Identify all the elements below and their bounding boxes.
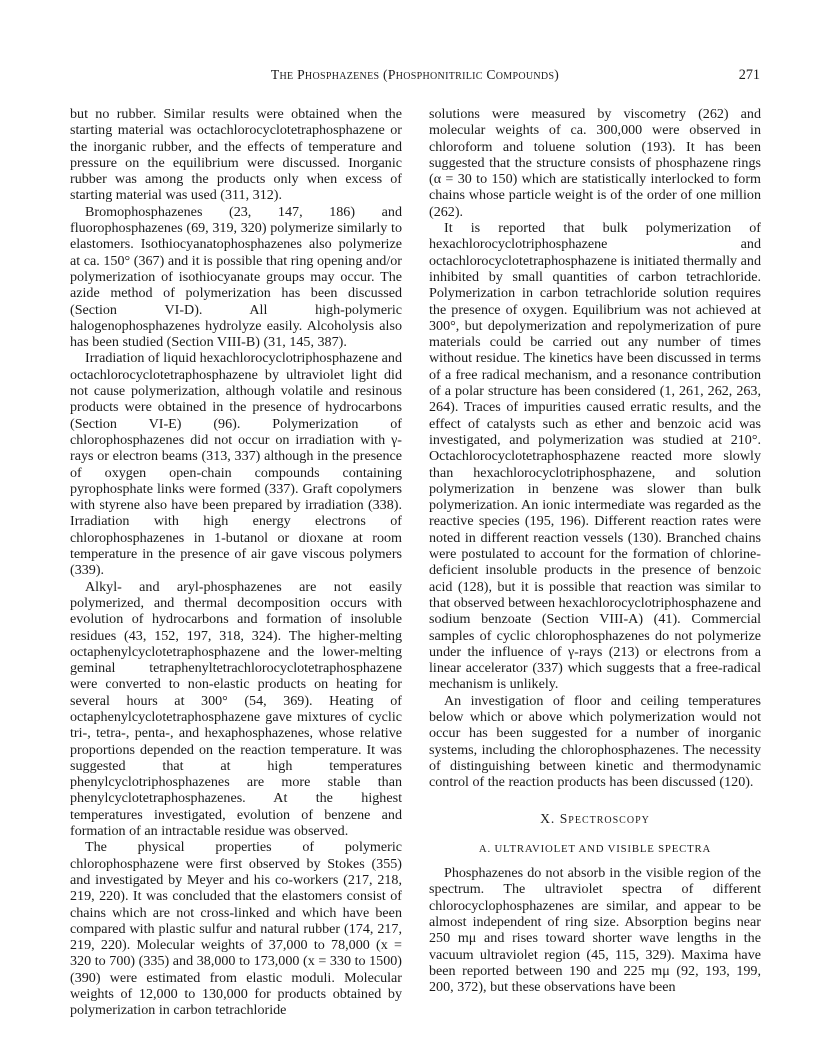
- section-heading: X. Spectroscopy: [540, 811, 650, 827]
- paragraph: Alkyl- and aryl-phosphazenes are not easily polymerized, and thermal decomposition occurs with evolution of hydrocarbons and formation of insoluble residues (43, 152, 197, 318, 324). The higher-melting octaphenylcyclotetraphosphazene and the lower-melting geminal tetraphenyltetrachlorocyclotetraphosphazene were converted to non-elastic products on heating for several hours at 300° (54, 369). Heating of octaphenylcyclotetraphosphazene gave mixtures of cyclic tri-, tetra-, penta-, and hexaphosphazenes, whose relative proportions depended on the reaction temperature. It was suggested that at high temperatures phenylcyclotriphosphazenes are more stable than phenylcyclotetraphosphazenes. At the highest temperatures investigated, evolution of benzene and formation of an intractable residue was observed.: [70, 578, 402, 840]
- page-header: [70, 67, 760, 87]
- left-column: [70, 106, 402, 1019]
- paragraph: Phosphazenes do not absorb in the visible region of the spectrum. The ultraviolet spectra of different chlorocyclophosphazenes are similar, and appear to be almost independent of ring size. Absorption begins near 250 mμ and rises toward shorter wave lengths in the vacuum ultraviolet region (45, 115, 329). Maxima have been reported between 190 and 225 mμ (92, 193, 199, 200, 372), but these observations have been: [429, 865, 761, 996]
- paragraph: Irradiation of liquid hexachlorocyclotriphosphazene and octachlorocyclotetraphosphazene by ultraviolet light did not cause polymerization, although volatile and resinous products were obtained in the presence of hydrocarbons (Section VI-E) (96). Polymerization of chlorophosphazenes did not occur on irradiation with γ-rays or electron beams (313, 337) although in the presence of oxygen open-chain compounds containing pyrophosphate links were formed (337). Graft copolymers with styrene also have been prepared by irradiation (338). Irradiation with high energy electrons of chlorophosphazenes in 1-butanol or dioxane at room temperature in the presence of air gave viscous polymers (339).: [70, 350, 402, 579]
- right-column: [429, 106, 761, 995]
- paragraph: The physical properties of polymeric chlorophosphazene were first observed by Stokes (355) and investigated by Meyer and his co-workers (217, 218, 219, 220). It was concluded that the elastomers consist of chains which are not cross-linked and which have been compared with plastic sulfur and natural rubber (174, 217, 219, 220). Molecular weights of 37,000 to 78,000 (x = 320 to 700) (335) and 38,000 to 173,000 (x = 330 to 1500) (390) were estimated from elastic moduli. Molecular weights of 12,000 to 130,000 for products obtained by polymerization in carbon tetrachloride: [70, 839, 402, 1019]
- paragraph: solutions were measured by viscometry (262) and molecular weights of ca. 300,000 were observed in chloroform and toluene solution (193). It has been suggested that the structure consists of phosphazene rings (α = 30 to 150) which are statistically interlocked to form chains whose particle weight is of the order of one million (262).: [429, 106, 761, 220]
- paragraph: An investigation of floor and ceiling temperatures below which or above which polymerization would not occur has been suggested for a number of inorganic systems, including the chlorophosphazenes. The necessity of distinguishing between kinetic and thermodynamic control of the reaction products has been discussed (120).: [429, 692, 761, 791]
- running-title: The Phosphazenes (Phosphonitrilic Compounds): [270, 67, 560, 82]
- paragraph: Bromophosphazenes (23, 147, 186) and fluorophosphazenes (69, 319, 320) polymerize similarly to elastomers. Isothiocyanatophosphazenes also polymerize at ca. 150° (367) and it is possible that ring opening and/or polymerization of isothiocyanate groups may occur. The azide method of polymerization has been discussed (Section VI-D). All high-polymeric halogenophosphazenes hydrolyze easily. Alcoholysis also has been studied (Section VIII-B) (31, 145, 387).: [70, 203, 402, 351]
- subsection-heading: A. ULTRAVIOLET AND VISIBLE SPECTRA: [478, 842, 712, 855]
- paragraph: It is reported that bulk polymerization of hexachlorocyclotriphosphazene and octachlorocyclotetraphosphazene is initiated thermally and inhibited by small quantities of carbon tetrachloride. Polymerization in carbon tetrachloride solution requires the presence of oxygen. Equilibrium was not achieved at 300°, but depolymerization and repolymerization of pure materials could be carried out any number of times without residue. The kinetics have been discussed in terms of a free radical mechanism, and a resonance contribution of a polar structure has been considered (1, 261, 262, 263, 264). Traces of impurities caused erratic results, and the effect of catalysts such as ether and benzoic acid was investigated, and polymerization was studied at 210°. Octachlorocyclotetraphosphazene reacted more slowly than hexachlorocyclotriphosphazene, and solution polymerization in benzene was slower than bulk polymerization. An ionic intermediate was regarded as the reactive species (195, 196). Different reaction rates were noted in different reaction vessels (130). Branched chains were postulated to account for the formation of chlorine-deficient insoluble products in the presence of benzoic acid (128), but it is possible that reaction was similar to that observed between hexachlorocyclotriphosphazene and sodium benzoate (Section VIII-A) (41). Commercial samples of cyclic chlorophosphazenes do not polymerize under the influence of γ-rays (213) or electrons from a linear accelerator (337) which suggests that a free-radical mechanism is unlikely.: [429, 220, 761, 693]
- paragraph: but no rubber. Similar results were obtained when the starting material was octachlorocyclotetraphosphazene or the inorganic rubber, and the effects of temperature and pressure on the equilibrium were discussed. Inorganic rubber was among the products only when excess of starting material was used (311, 312).: [70, 106, 402, 204]
- page-number: 271: [738, 67, 760, 83]
